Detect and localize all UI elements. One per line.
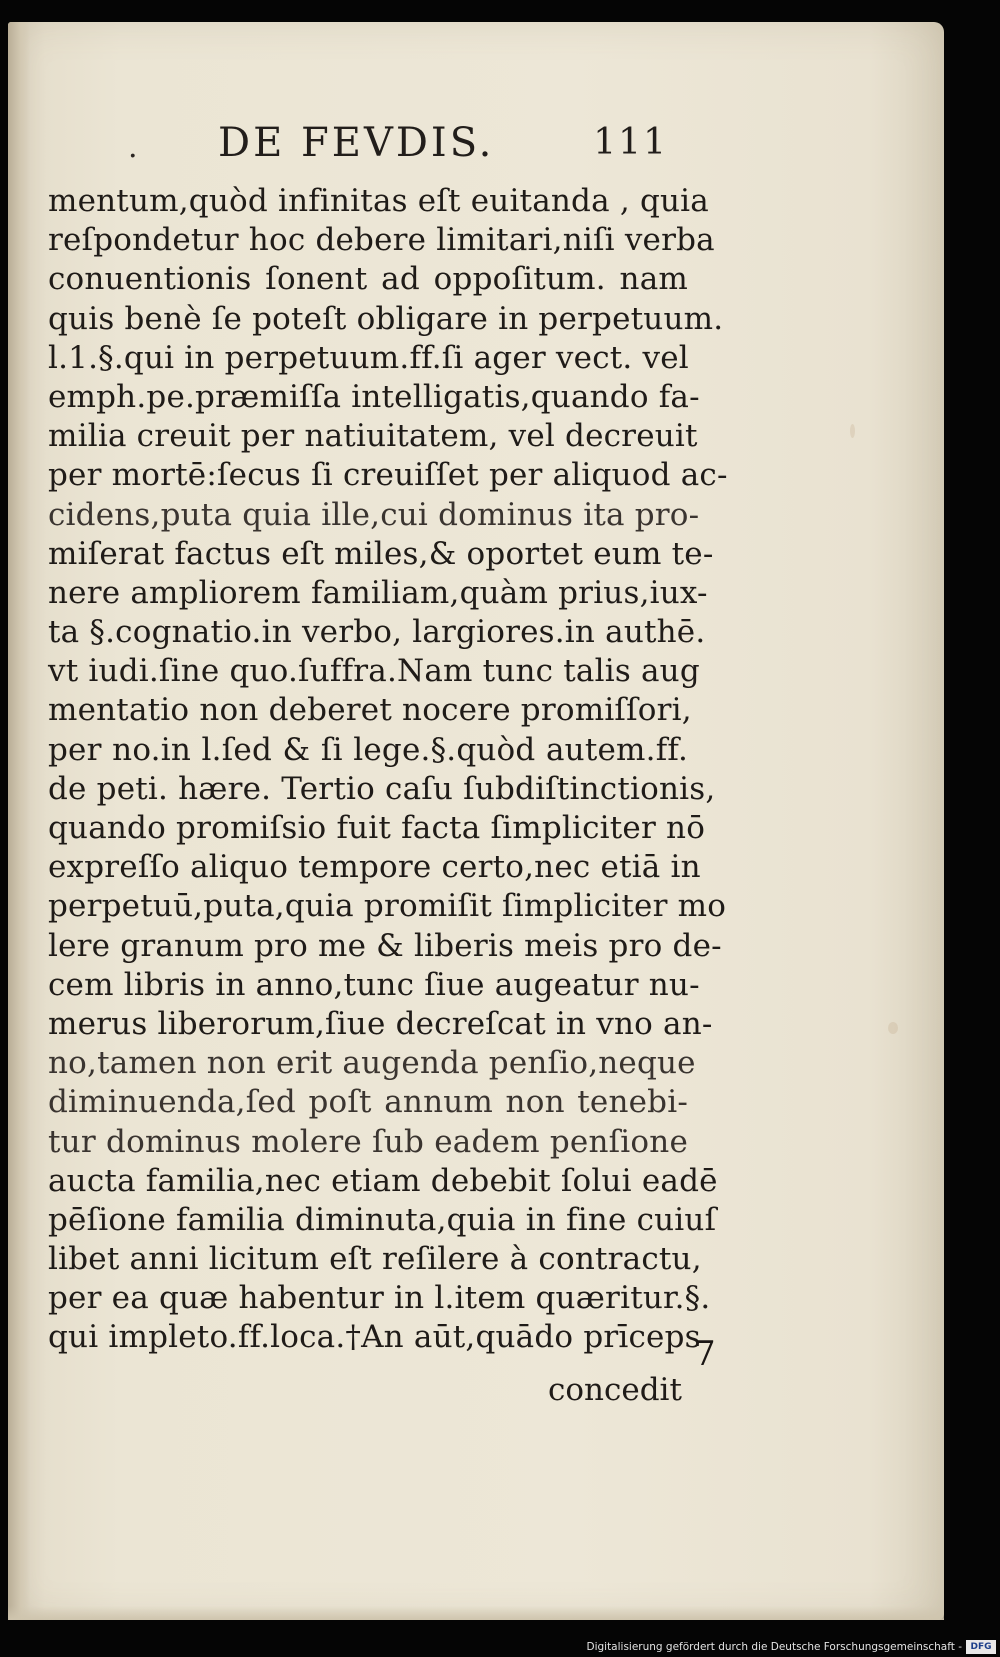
text-line: merus liberorum,ſiue decreſcat in vno an- [48,1005,713,1042]
catchword: concedit [548,1372,682,1408]
text-line: no,tamen non erit augenda penſio,neque [48,1045,696,1082]
text-line: pēſione familia diminuta,quia in fine cuiuſ [48,1201,717,1238]
text-line: per mortē:ſecus ſi creuiſſet per aliquod ac- [48,457,728,494]
running-head [128,120,668,168]
text-line: qui impleto.ff.loca.†An aūt,quādo prīceps [48,1319,701,1356]
text-line: milia creuit per natiuitatem, vel decreuit [48,418,698,455]
text-line: conuentionis ſonent ad oppoſitum. nam [48,261,688,298]
digitization-footer [0,1635,1000,1657]
text-line: miſerat factus eſt miles,& oportet eum te- [48,535,714,572]
text-line: per ea quæ habentur in l.item quæritur.§. [48,1280,711,1317]
text-line: l.1.§.qui in perpetuum.ff.ſi ager vect. vel [48,339,689,376]
text-line: libet anni licitum eſt reſilere à contractu, [48,1241,702,1278]
text-line: quis benè ſe poteſt obligare in perpetuum. [48,300,724,337]
text-line: nere ampliorem familiam,quàm prius,iux- [48,574,708,611]
page-number: 111 [593,122,668,163]
text-line: expreſſo aliquo tempore certo,nec etiā in [48,849,701,886]
text-line: diminuenda,ſed poſt annum non tenebi- [48,1084,688,1121]
text-line: perpetuū,puta,quia promiſit ſimpliciter mo [48,888,727,925]
text-line: emph.pe.præmiſſa intelligatis,quando fa- [48,378,700,415]
text-line: vt iudi.ſine quo.ſuffra.Nam tunc talis aug [48,653,700,690]
funding-credit: Digitalisierung gefördert durch die Deutsche Forschungsgemeinschaft - [586,1641,962,1653]
running-head-dot: . [128,130,138,165]
text-line: mentum,quòd infinitas eſt euitanda , quia [48,183,709,219]
running-head-title: DE FEVDIS. [218,120,495,166]
text-line: tur dominus molere ſub eadem penſione [48,1123,688,1160]
margin-note-number: 7 [694,1334,716,1374]
dfg-logo-icon: DFG [966,1640,996,1654]
page-bottom-shadow [8,1606,944,1620]
text-line: per no.in l.ſed & ſi lege.§.quòd autem.ff. [48,731,688,768]
book-page [8,22,944,1620]
text-line: aucta familia,nec etiam debebit ſolui eadē [48,1162,718,1199]
page-gutter-shadow [8,22,30,1620]
text-line: cem libris in anno,tunc ſiue augeatur nu- [48,966,700,1003]
paper-stain [888,1022,898,1034]
text-line: quando promiſsio fuit facta ſimpliciter nō [48,810,706,846]
text-line: ta §.cognatio.in verbo, largiores.in authē. [48,614,706,651]
text-line: cidens,puta quia ille,cui dominus ita pro- [48,496,700,533]
text-line: lere granum pro me & liberis meis pro de- [48,927,722,964]
text-line: mentatio non deberet nocere promiſſori, [48,692,692,729]
text-line: reſpondetur hoc debere limitari,niſi verba [48,222,715,259]
body-text [48,182,728,1358]
text-line: de peti. hære. Tertio caſu ſubdiſtinctionis, [48,770,716,807]
paper-stain [850,424,855,438]
